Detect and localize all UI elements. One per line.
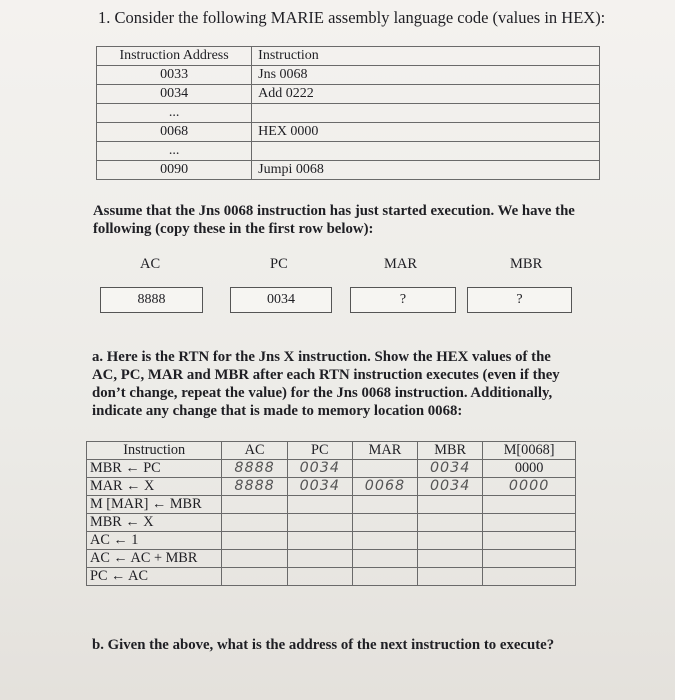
register-label-pc: PC xyxy=(270,256,288,272)
mar-cell[interactable] xyxy=(352,568,417,586)
table-row xyxy=(97,85,600,104)
header-instruction-address: Instruction Address xyxy=(97,47,252,66)
ac-cell[interactable] xyxy=(222,532,287,550)
mar-cell[interactable] xyxy=(352,460,417,478)
table-row xyxy=(87,514,576,532)
pc-cell[interactable]: 0034 xyxy=(287,460,352,478)
m0068-cell[interactable]: 0000 xyxy=(483,460,576,478)
rtn-instruction: MAR ← X xyxy=(87,478,222,496)
address-cell: ... xyxy=(97,142,252,161)
mbr-cell[interactable] xyxy=(418,514,483,532)
pc-cell[interactable] xyxy=(287,514,352,532)
instruction-cell: Jns 0068 xyxy=(252,66,600,85)
table-row xyxy=(87,496,576,514)
register-label-mar: MAR xyxy=(384,256,418,272)
address-cell: 0034 xyxy=(97,85,252,104)
instruction-cell: Jumpi 0068 xyxy=(252,161,600,180)
table-row xyxy=(87,550,576,568)
table-row xyxy=(97,104,600,123)
rtn-instruction: AC ← 1 xyxy=(87,532,222,550)
instruction-cell xyxy=(252,142,600,161)
rtn-instruction: AC ← AC + MBR xyxy=(87,550,222,568)
table-row xyxy=(97,123,600,142)
ac-cell[interactable] xyxy=(222,568,287,586)
pc-cell[interactable] xyxy=(287,550,352,568)
register-ac-value: 8888 xyxy=(100,287,203,313)
table-header-row xyxy=(97,47,600,66)
header-pc: PC xyxy=(287,442,352,460)
rtn-table xyxy=(86,441,576,586)
register-mar-value: ? xyxy=(350,287,456,313)
code-table xyxy=(96,46,600,180)
part-a-line-1: a. Here is the RTN for the Jns X instruction. Show the HEX values of the xyxy=(92,349,551,365)
mar-cell[interactable] xyxy=(352,550,417,568)
mar-cell[interactable] xyxy=(352,532,417,550)
table-row xyxy=(97,161,600,180)
table-header-row xyxy=(87,442,576,460)
header-instruction: Instruction xyxy=(252,47,600,66)
rtn-instruction: PC ← AC xyxy=(87,568,222,586)
part-b-question: b. Given the above, what is the address of the next instruction to execute? xyxy=(92,637,555,653)
header-m0068: M[0068] xyxy=(483,442,576,460)
mbr-cell[interactable] xyxy=(418,568,483,586)
mbr-cell[interactable] xyxy=(418,550,483,568)
mar-cell[interactable]: 0068 xyxy=(352,478,417,496)
m0068-cell[interactable] xyxy=(483,568,576,586)
register-label-mbr: MBR xyxy=(510,256,543,272)
header-instruction: Instruction xyxy=(87,442,222,460)
address-cell: 0090 xyxy=(97,161,252,180)
table-row xyxy=(87,568,576,586)
table-row xyxy=(97,142,600,161)
mar-cell[interactable] xyxy=(352,496,417,514)
ac-cell[interactable]: 8888 xyxy=(222,478,287,496)
header-mar: MAR xyxy=(352,442,417,460)
m0068-cell[interactable]: 0000 xyxy=(483,478,576,496)
pc-cell[interactable] xyxy=(287,532,352,550)
part-a-line-4: indicate any change that is made to memory location 0068: xyxy=(92,403,463,419)
m0068-cell[interactable] xyxy=(483,514,576,532)
question-title: 1. Consider the following MARIE assembly language code (values in HEX): xyxy=(98,8,606,27)
part-a-line-2: AC, PC, MAR and MBR after each RTN instruction executes (even if they xyxy=(92,367,560,383)
instruction-cell xyxy=(252,104,600,123)
m0068-cell[interactable] xyxy=(483,550,576,568)
rtn-instruction: M [MAR] ← MBR xyxy=(87,496,222,514)
address-cell: ... xyxy=(97,104,252,123)
header-ac: AC xyxy=(222,442,287,460)
assume-line-1: Assume that the Jns 0068 instruction has just started execution. We have the xyxy=(93,203,575,219)
table-row xyxy=(87,532,576,550)
ac-cell[interactable] xyxy=(222,514,287,532)
register-pc-value: 0034 xyxy=(230,287,332,313)
mbr-cell[interactable]: 0034 xyxy=(418,460,483,478)
m0068-cell[interactable] xyxy=(483,532,576,550)
assume-line-2: following (copy these in the first row below): xyxy=(93,221,374,237)
pc-cell[interactable] xyxy=(287,568,352,586)
rtn-instruction: MBR ← PC xyxy=(87,460,222,478)
register-label-ac: AC xyxy=(140,256,161,272)
register-mbr-value: ? xyxy=(467,287,572,313)
part-a-line-3: don’t change, repeat the value) for the Jns 0068 instruction. Additionally, xyxy=(92,385,553,401)
table-row xyxy=(87,478,576,496)
table-row xyxy=(97,66,600,85)
table-row xyxy=(87,460,576,478)
instruction-cell: Add 0222 xyxy=(252,85,600,104)
ac-cell[interactable] xyxy=(222,550,287,568)
mbr-cell[interactable] xyxy=(418,532,483,550)
mar-cell[interactable] xyxy=(352,514,417,532)
ac-cell[interactable] xyxy=(222,496,287,514)
address-cell: 0068 xyxy=(97,123,252,142)
mbr-cell[interactable] xyxy=(418,496,483,514)
address-cell: 0033 xyxy=(97,66,252,85)
header-mbr: MBR xyxy=(418,442,483,460)
pc-cell[interactable] xyxy=(287,496,352,514)
instruction-cell: HEX 0000 xyxy=(252,123,600,142)
pc-cell[interactable]: 0034 xyxy=(287,478,352,496)
rtn-instruction: MBR ← X xyxy=(87,514,222,532)
m0068-cell[interactable] xyxy=(483,496,576,514)
mbr-cell[interactable]: 0034 xyxy=(418,478,483,496)
ac-cell[interactable]: 8888 xyxy=(222,460,287,478)
